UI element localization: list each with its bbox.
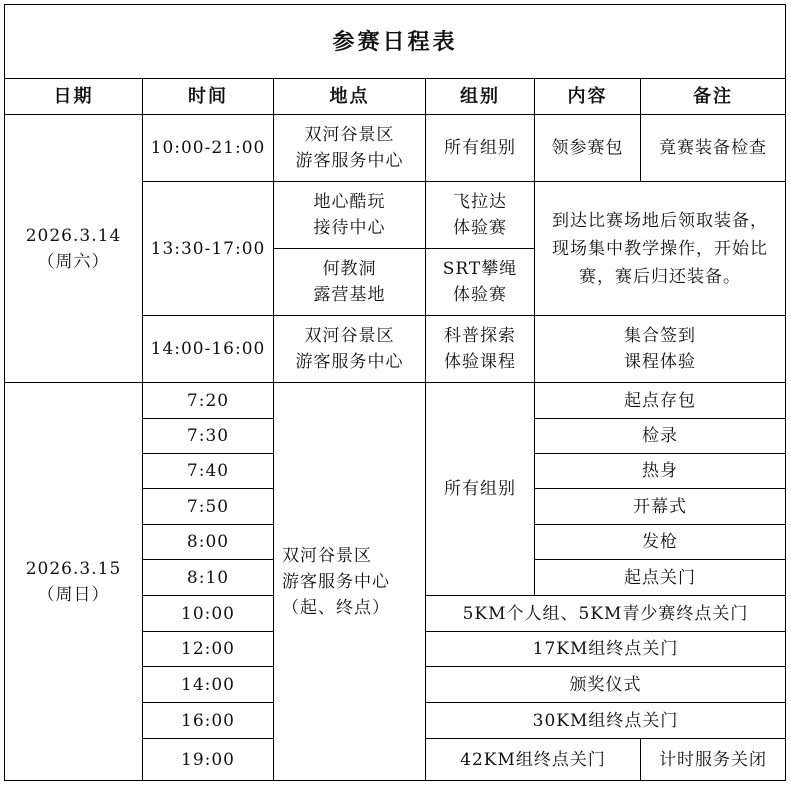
remark-cell: 计时服务关闭 — [641, 739, 786, 781]
place-line: （起、终点） — [282, 597, 390, 618]
group-line: 体验课程 — [444, 352, 516, 372]
title-row — [5, 5, 786, 79]
day2-group-cell: 所有组别 — [426, 383, 535, 596]
content-cell: 颁奖仪式 — [426, 667, 786, 703]
day2-date-cell — [5, 383, 143, 781]
group-cell: 所有组别 — [426, 115, 535, 182]
group-line: 体验赛 — [453, 285, 507, 305]
content-cell: 30KM组终点关门 — [426, 703, 786, 739]
time-cell: 19:00 — [143, 739, 274, 781]
schedule-table — [4, 4, 786, 781]
group-cell — [426, 316, 535, 383]
content-cell: 起点存包 — [535, 383, 786, 419]
content-cell: 开幕式 — [535, 489, 786, 525]
group-line: 科普探索 — [444, 326, 516, 346]
description-line: 现场集中教学操作，开始比 — [552, 238, 768, 259]
page-title: 参赛日程表 — [5, 5, 786, 79]
time-cell: 14:00-16:00 — [143, 316, 274, 383]
description-line: 赛，赛后归还装备。 — [579, 266, 741, 287]
place-line: 游客服务中心 — [282, 571, 390, 592]
group-cell — [426, 249, 535, 316]
place-line: 游客服务中心 — [295, 151, 404, 171]
content-cell — [535, 316, 786, 383]
time-cell: 13:30-17:00 — [143, 182, 274, 316]
content-cell: 检录 — [535, 419, 786, 454]
content-line: 集合签到 — [624, 326, 696, 346]
table-row — [5, 383, 786, 419]
group-line: SRT攀绳 — [442, 259, 518, 279]
place-line: 双河谷景区 — [282, 545, 372, 566]
content-line: 课程体验 — [624, 352, 696, 372]
header-remark: 备注 — [641, 79, 786, 115]
content-cell: 热身 — [535, 454, 786, 489]
time-cell: 7:30 — [143, 419, 274, 454]
place-cell — [274, 249, 426, 316]
time-cell: 7:20 — [143, 383, 274, 419]
time-cell: 7:50 — [143, 489, 274, 525]
table-row — [5, 115, 786, 182]
header-content: 内容 — [535, 79, 641, 115]
day1-weekday: （周六） — [37, 251, 110, 272]
day2-place-cell — [274, 383, 426, 781]
day1-date: 2026.3.14 — [25, 225, 122, 246]
day2-weekday: （周日） — [37, 584, 110, 605]
header-date: 日期 — [5, 79, 143, 115]
place-line: 双河谷景区 — [304, 125, 395, 145]
content-cell: 5KM个人组、5KM青少赛终点关门 — [426, 596, 786, 632]
time-cell: 8:10 — [143, 560, 274, 596]
place-line: 游客服务中心 — [295, 352, 404, 372]
time-cell: 16:00 — [143, 703, 274, 739]
content-cell: 起点关门 — [535, 560, 786, 596]
place-line: 地心酷玩 — [313, 192, 386, 212]
header-time: 时间 — [143, 79, 274, 115]
place-cell — [274, 182, 426, 249]
content-cell: 42KM组终点关门 — [426, 739, 641, 781]
description-line: 到达比赛场地后领取装备， — [552, 210, 768, 231]
content-cell: 17KM组终点关门 — [426, 632, 786, 667]
group-line: 飞拉达 — [453, 192, 507, 212]
time-cell: 8:00 — [143, 525, 274, 560]
time-cell: 7:40 — [143, 454, 274, 489]
group-line: 体验赛 — [453, 218, 507, 238]
day2-date: 2026.3.15 — [25, 558, 122, 579]
content-cell: 发枪 — [535, 525, 786, 560]
header-group: 组别 — [426, 79, 535, 115]
time-cell: 12:00 — [143, 632, 274, 667]
place-line: 何教洞 — [322, 259, 377, 279]
header-row — [5, 79, 786, 115]
remark-cell: 竟赛装备检查 — [641, 115, 786, 182]
place-cell — [274, 115, 426, 182]
place-line: 接待中心 — [313, 218, 386, 238]
place-line: 双河谷景区 — [304, 326, 395, 346]
time-cell: 10:00-21:00 — [143, 115, 274, 182]
description-cell — [535, 182, 786, 316]
place-cell — [274, 316, 426, 383]
time-cell: 14:00 — [143, 667, 274, 703]
header-place: 地点 — [274, 79, 426, 115]
content-cell: 领参赛包 — [535, 115, 641, 182]
group-cell — [426, 182, 535, 249]
place-line: 露营基地 — [313, 285, 386, 305]
time-cell: 10:00 — [143, 596, 274, 632]
day1-date-cell — [5, 115, 143, 383]
